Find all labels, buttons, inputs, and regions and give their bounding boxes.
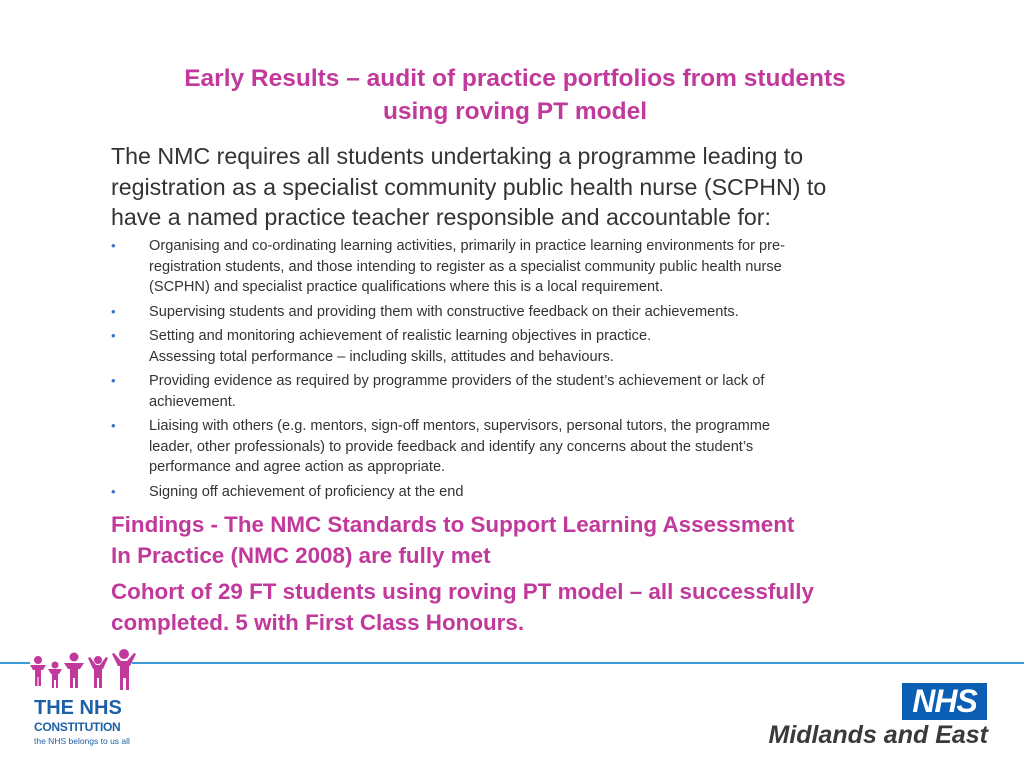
list-item: [111, 371, 911, 412]
list-item: [111, 236, 911, 298]
bullet-text: performance and agree action as appropriate.: [149, 459, 446, 475]
bullet-icon: •: [111, 483, 116, 499]
footer-divider-left: [0, 662, 30, 664]
bullet-text: Setting and monitoring achievement of realistic learning objectives in practice.: [149, 328, 652, 344]
bullet-text: leader, other professionals) to provide feedback and identify any concerns about the student’s: [149, 438, 754, 455]
intro-line-2: registration as a specialist community public health nurse (SCPHN) to: [111, 173, 827, 200]
nhs-logo: NHS: [902, 683, 987, 720]
bullet-text: Liaising with others (e.g. mentors, sign-off mentors, supervisors, personal tutors, the programme: [149, 418, 771, 434]
bullet-icon: •: [111, 303, 116, 319]
region-name: Midlands and East: [768, 721, 988, 749]
bullet-text: (SCPHN) and specialist practice qualifications where this is a local requirement.: [149, 279, 664, 295]
bullet-text: Supervising students and providing them with constructive feedback on their achievements.: [149, 303, 739, 320]
bullet-text: Providing evidence as required by programme providers of the student’s achievement or lack of: [149, 373, 765, 389]
bullet-icon: •: [111, 418, 116, 433]
cohort-line-2: completed. 5 with First Class Honours.: [111, 610, 525, 635]
bullet-text: Signing off achievement of proficiency at the end: [149, 483, 464, 500]
constitution-subtitle: CONSTITUTION: [34, 720, 121, 734]
constitution-tagline: the NHS belongs to us all: [34, 736, 130, 746]
list-item: [111, 482, 911, 503]
bullet-text: Organising and co-ordinating learning activities, primarily in practice learning environments for pre-: [149, 238, 785, 254]
responsibilities-list: [111, 236, 911, 506]
findings-statement: [111, 509, 931, 571]
intro-paragraph: [111, 141, 931, 233]
findings-line-2: In Practice (NMC 2008) are fully met: [111, 543, 491, 568]
cohort-statement: [111, 576, 931, 638]
constitution-title: THE NHS: [34, 697, 122, 719]
bullet-text: Assessing total performance – including skills, attitudes and behaviours.: [149, 348, 614, 365]
list-item: [111, 302, 911, 323]
intro-line-3: have a named practice teacher responsible and accountable for:: [111, 204, 771, 230]
footer-divider: [132, 662, 1024, 664]
findings-line-1: Findings - The NMC Standards to Support Learning Assessment: [111, 512, 795, 537]
title-line-1: Early Results – audit of practice portfolios from students: [184, 65, 846, 92]
bullet-icon: •: [111, 373, 116, 388]
bullet-icon: •: [111, 328, 116, 343]
title-line-2: using roving PT model: [382, 98, 648, 125]
nhs-constitution-logo: [28, 648, 148, 758]
bullet-icon: •: [111, 238, 116, 253]
people-figures-icon: [28, 648, 138, 694]
intro-line-1: The NMC requires all students undertaking a programme leading to: [111, 143, 804, 169]
list-item: [111, 416, 911, 478]
list-item: [111, 326, 911, 367]
bullet-text: registration students, and those intending to register as a specialist community public health nurse: [149, 258, 782, 275]
cohort-line-1: Cohort of 29 FT students using roving PT model – all successfully: [111, 579, 814, 604]
slide-title: [120, 62, 910, 128]
bullet-text: achievement.: [149, 393, 236, 410]
